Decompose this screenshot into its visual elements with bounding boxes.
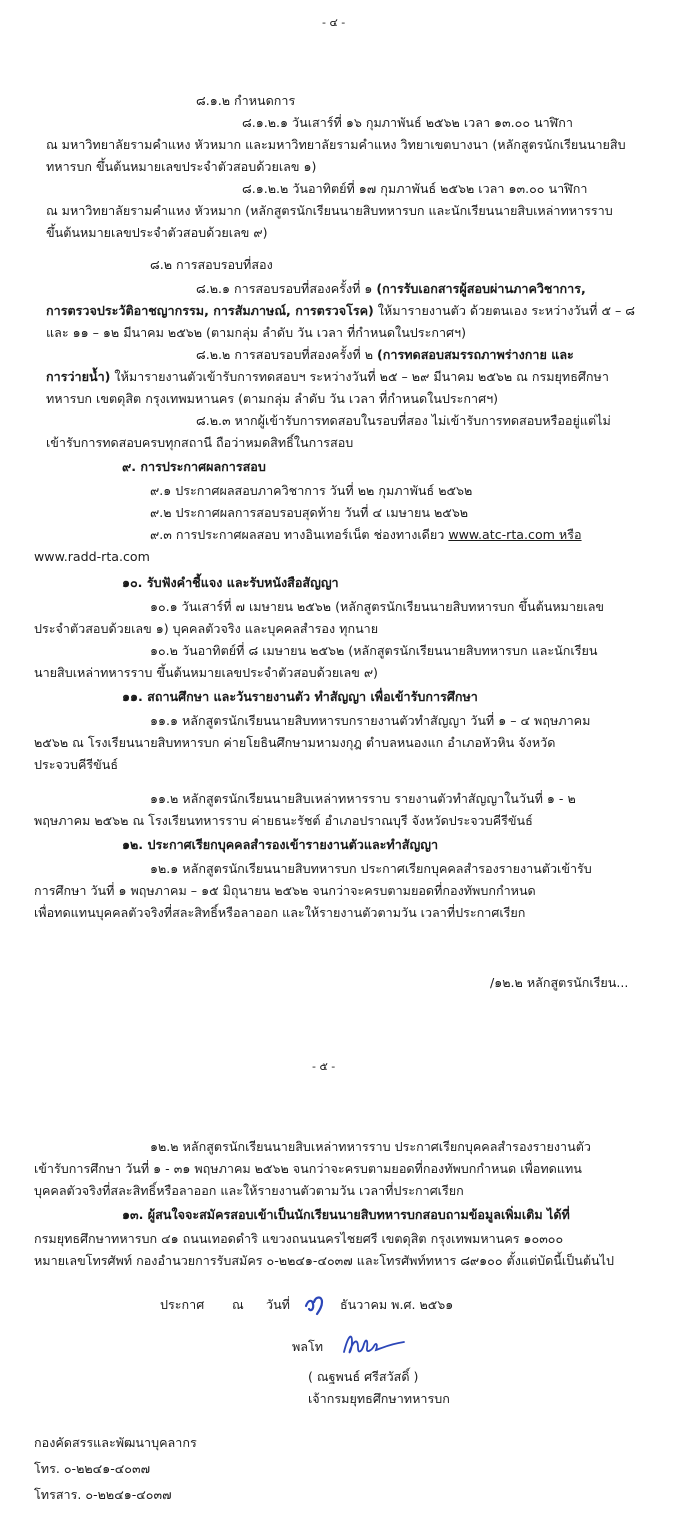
paragraph-line: [150, 526, 582, 544]
section-heading: ๙. การประกาศผลการสอบ: [122, 459, 266, 474]
handwritten-day-icon: [302, 1290, 326, 1316]
text-span: ให้มารายงานตัว ด้วยตนเอง ระหว่างวันที่ ๕ – ๘: [373, 303, 636, 318]
text-span: ๙.๓ การประกาศผลสอบ ทางอินเทอร์เน็ต ช่องทางเดียว: [150, 527, 449, 542]
section-heading: ๑๐. รับฟังคำชี้แจง และรับหนังสือสัญญา: [122, 575, 339, 590]
paragraph-line: ๑๐.๒ วันอาทิตย์ที่ ๘ เมษายน ๒๕๖๒ (หลักสูตรนักเรียนนายสิบทหารบก และนักเรียน: [150, 643, 598, 658]
paragraph-line: ประจวบคีรีขันธ์: [34, 757, 119, 772]
paragraph-line: ๘.๒.๓ หากผู้เข้ารับการทดสอบในรอบที่สอง ไม่เข้ารับการทดสอบหรืออยู่แต่ไม่: [196, 413, 611, 428]
section-heading: ๑๒. ประกาศเรียกบุคคลสำรองเข้ารายงานตัวและทำสัญญา: [122, 837, 439, 852]
paragraph-line: [196, 346, 574, 364]
paragraph-line: นายสิบเหล่าทหารราบ ขึ้นต้นหมายเลขประจำตัวสอบด้วยเลข ๙): [34, 665, 378, 680]
paragraph-line: ๑๒.๑ หลักสูตรนักเรียนนายสิบทหารบก ประกาศเรียกบุคคลสำรองรายงานตัวเข้ารับ: [150, 861, 592, 876]
paragraph-line: [46, 302, 635, 320]
text-span: ๘.๒.๑ การสอบรอบที่สองครั้งที่ ๑: [196, 281, 377, 296]
fax: โทรสาร. ๐-๒๒๔๑-๔๐๓๗: [34, 1487, 172, 1502]
section-heading: ๘.๑.๒ กำหนดการ: [196, 93, 296, 108]
paragraph-line: [46, 368, 609, 386]
page-number: - ๔ -: [322, 16, 346, 29]
announce-month-year: ธันวาคม พ.ศ. ๒๕๖๑: [340, 1297, 454, 1312]
paragraph-line: ๙.๒ ประกาศผลการสอบรอบสุดท้าย วันที่ ๔ เมษายน ๒๕๖๒: [150, 505, 469, 520]
paragraph-line: ๘.๑.๒.๒ วันอาทิตย์ที่ ๑๗ กุมภาพันธ์ ๒๕๖๒ เวลา ๑๓.๐๐ นาฬิกา: [242, 181, 588, 196]
signature-icon: [338, 1328, 410, 1362]
paragraph-line: ๙.๑ ประกาศผลสอบภาควิชาการ วันที่ ๒๒ กุมภาพันธ์ ๒๕๖๒: [150, 483, 473, 498]
bold-text-span: การว่ายน้ำ): [46, 369, 111, 384]
paragraph-line: ประจำตัวสอบด้วยเลข ๑) บุคคลตัวจริง และบุคคลสำรอง ทุกนาย: [34, 621, 379, 636]
section-heading: ๘.๒ การสอบรอบที่สอง: [150, 257, 273, 272]
bold-text-span: (การรับเอกสารผู้สอบผ่านภาควิชาการ,: [376, 281, 586, 296]
paragraph-line: ๑๐.๑ วันเสาร์ที่ ๗ เมษายน ๒๕๖๒ (หลักสูตรนักเรียนนายสิบทหารบก ขึ้นต้นหมายเลข: [150, 599, 605, 614]
paragraph-line: ๑๒.๒ หลักสูตรนักเรียนนายสิบเหล่าทหารราบ ประกาศเรียกบุคคลสำรองรายงานตัว: [150, 1139, 591, 1154]
paragraph-line: ๑๑.๒ หลักสูตรนักเรียนนายสิบเหล่าทหารราบ รายงานตัวทำสัญญาในวันที่ ๑ - ๒: [150, 791, 576, 806]
announce-date-label: วันที่: [266, 1297, 290, 1312]
signer-rank: พลโท: [292, 1339, 324, 1354]
paragraph-line: ทหารบก เขตดุสิต กรุงเทพมหานคร (ตามกลุ่ม ลำดับ วัน เวลา ที่กำหนดในประกาศฯ): [46, 391, 499, 406]
text-span: ให้มารายงานตัวเข้ารับการทดสอบฯ ระหว่างวันที่ ๒๕ – ๒๙ มีนาคม ๒๕๖๒ ณ กรมยุทธศึกษา: [110, 369, 609, 384]
bold-text-span: (การทดสอบสมรรถภาพร่างกาย และ: [377, 347, 574, 362]
paragraph-line: ๒๕๖๒ ณ โรงเรียนนายสิบทหารบก ค่ายโยธินศึกษามหามงกุฎ ตำบลหนองแก อำเภอหัวหิน จังหวัด: [34, 735, 556, 750]
paragraph-line: กรมยุทธศึกษาทหารบก ๔๑ ถนนเทอดดำริ แขวงถนนนครไชยศรี เขตดุสิต กรุงเทพมหานคร ๑๐๓๐๐: [34, 1231, 564, 1246]
announce-at: ณ: [232, 1297, 244, 1312]
telephone: โทร. ๐-๒๒๔๑-๔๐๓๗: [34, 1461, 151, 1476]
paragraph-line: พฤษภาคม ๒๕๖๒ ณ โรงเรียนทหารราบ ค่ายธนะรัชต์ อำเภอปราณบุรี จังหวัดประจวบคีรีขันธ์: [34, 813, 533, 828]
paragraph-line: การศึกษา วันที่ ๑ พฤษภาคม – ๑๕ มิถุนายน ๒๕๖๒ จนกว่าจะครบตามยอดที่กองทัพบกกำหนด: [34, 883, 536, 898]
continuation-note: /๑๒.๒ หลักสูตรนักเรียน...: [490, 975, 629, 990]
paragraph-line: [196, 280, 586, 298]
text-span: ๘.๒.๒ การสอบรอบที่สองครั้งที่ ๒: [196, 347, 378, 362]
announce-label: ประกาศ: [160, 1297, 205, 1312]
paragraph-line: เข้ารับการศึกษา วันที่ ๑ - ๓๑ พฤษภาคม ๒๕๖๒ จนกว่าจะครบตามยอดที่กองทัพบกกำหนด เพื่อทดแทน: [34, 1161, 582, 1176]
section-heading: ๑๑. สถานศึกษา และวันรายงานตัว ทำสัญญา เพื่อเข้ารับการศึกษา: [122, 689, 478, 704]
paragraph-line: ขึ้นต้นหมายเลขประจำตัวสอบด้วยเลข ๙): [46, 225, 268, 240]
paragraph-line: ณ มหาวิทยาลัยรามคำแหง หัวหมาก (หลักสูตรนักเรียนนายสิบทหารบก และนักเรียนนายสิบเหล่าทหารราบ: [46, 203, 613, 218]
department-name: กองคัดสรรและพัฒนาบุคลากร: [34, 1435, 197, 1450]
paragraph-line: หมายเลขโทรศัพท์ กองอำนวยการรับสมัคร ๐-๒๒๔๑-๔๐๓๗ และโทรศัพท์ทหาร ๘๙๑๐๐ ตั้งแต่บัดนี้เป็นต้นไป: [34, 1253, 614, 1268]
website-link[interactable]: www.radd-rta.com: [34, 549, 150, 564]
paragraph-line: และ ๑๑ – ๑๒ มีนาคม ๒๕๖๒ (ตามกลุ่ม ลำดับ วัน เวลา ที่กำหนดในประกาศฯ): [46, 325, 467, 340]
paragraph-line: ๘.๑.๒.๑ วันเสาร์ที่ ๑๖ กุมภาพันธ์ ๒๕๖๒ เวลา ๑๓.๐๐ นาฬิกา: [242, 115, 573, 130]
bold-text-span: การตรวจประวัติอาชญากรรม, การสัมภาษณ์, การตรวจโรค): [46, 303, 374, 318]
paragraph-line: เพื่อทดแทนบุคคลตัวจริงที่สละสิทธิ์หรือลาออก และให้รายงานตัวตามวัน เวลาที่ประกาศเรียก: [34, 905, 526, 920]
paragraph-line: บุคคลตัวจริงที่สละสิทธิ์หรือลาออก และให้รายงานตัวตามวัน เวลาที่ประกาศเรียก: [34, 1183, 464, 1198]
paragraph-line: ๑๑.๑ หลักสูตรนักเรียนนายสิบทหารบกรายงานตัวทำสัญญา วันที่ ๑ – ๔ พฤษภาคม: [150, 713, 591, 728]
paragraph-line: ณ มหาวิทยาลัยรามคำแหง หัวหมาก และมหาวิทยาลัยรามคำแหง วิทยาเขตบางนา (หลักสูตรนักเรียนนายสิบ: [46, 137, 626, 152]
signer-title: เจ้ากรมยุทธศึกษาทหารบก: [308, 1391, 450, 1406]
signer-name: ( ณฐพนธ์ ศรีสวัสดิ์ ): [308, 1369, 419, 1384]
page-number: - ๕ -: [312, 1060, 336, 1073]
section-heading: ๑๓. ผู้สนใจจะสมัครสอบเข้าเป็นนักเรียนนายสิบทหารบกสอบถามข้อมูลเพิ่มเติม ได้ที่: [122, 1207, 570, 1222]
website-link[interactable]: www.atc-rta.com หรือ: [448, 527, 582, 542]
paragraph-line: ทหารบก ขึ้นต้นหมายเลขประจำตัวสอบด้วยเลข ๑): [46, 159, 317, 174]
paragraph-line: เข้ารับการทดสอบครบทุกสถานี ถือว่าหมดสิทธิ์ในการสอบ: [46, 435, 354, 450]
